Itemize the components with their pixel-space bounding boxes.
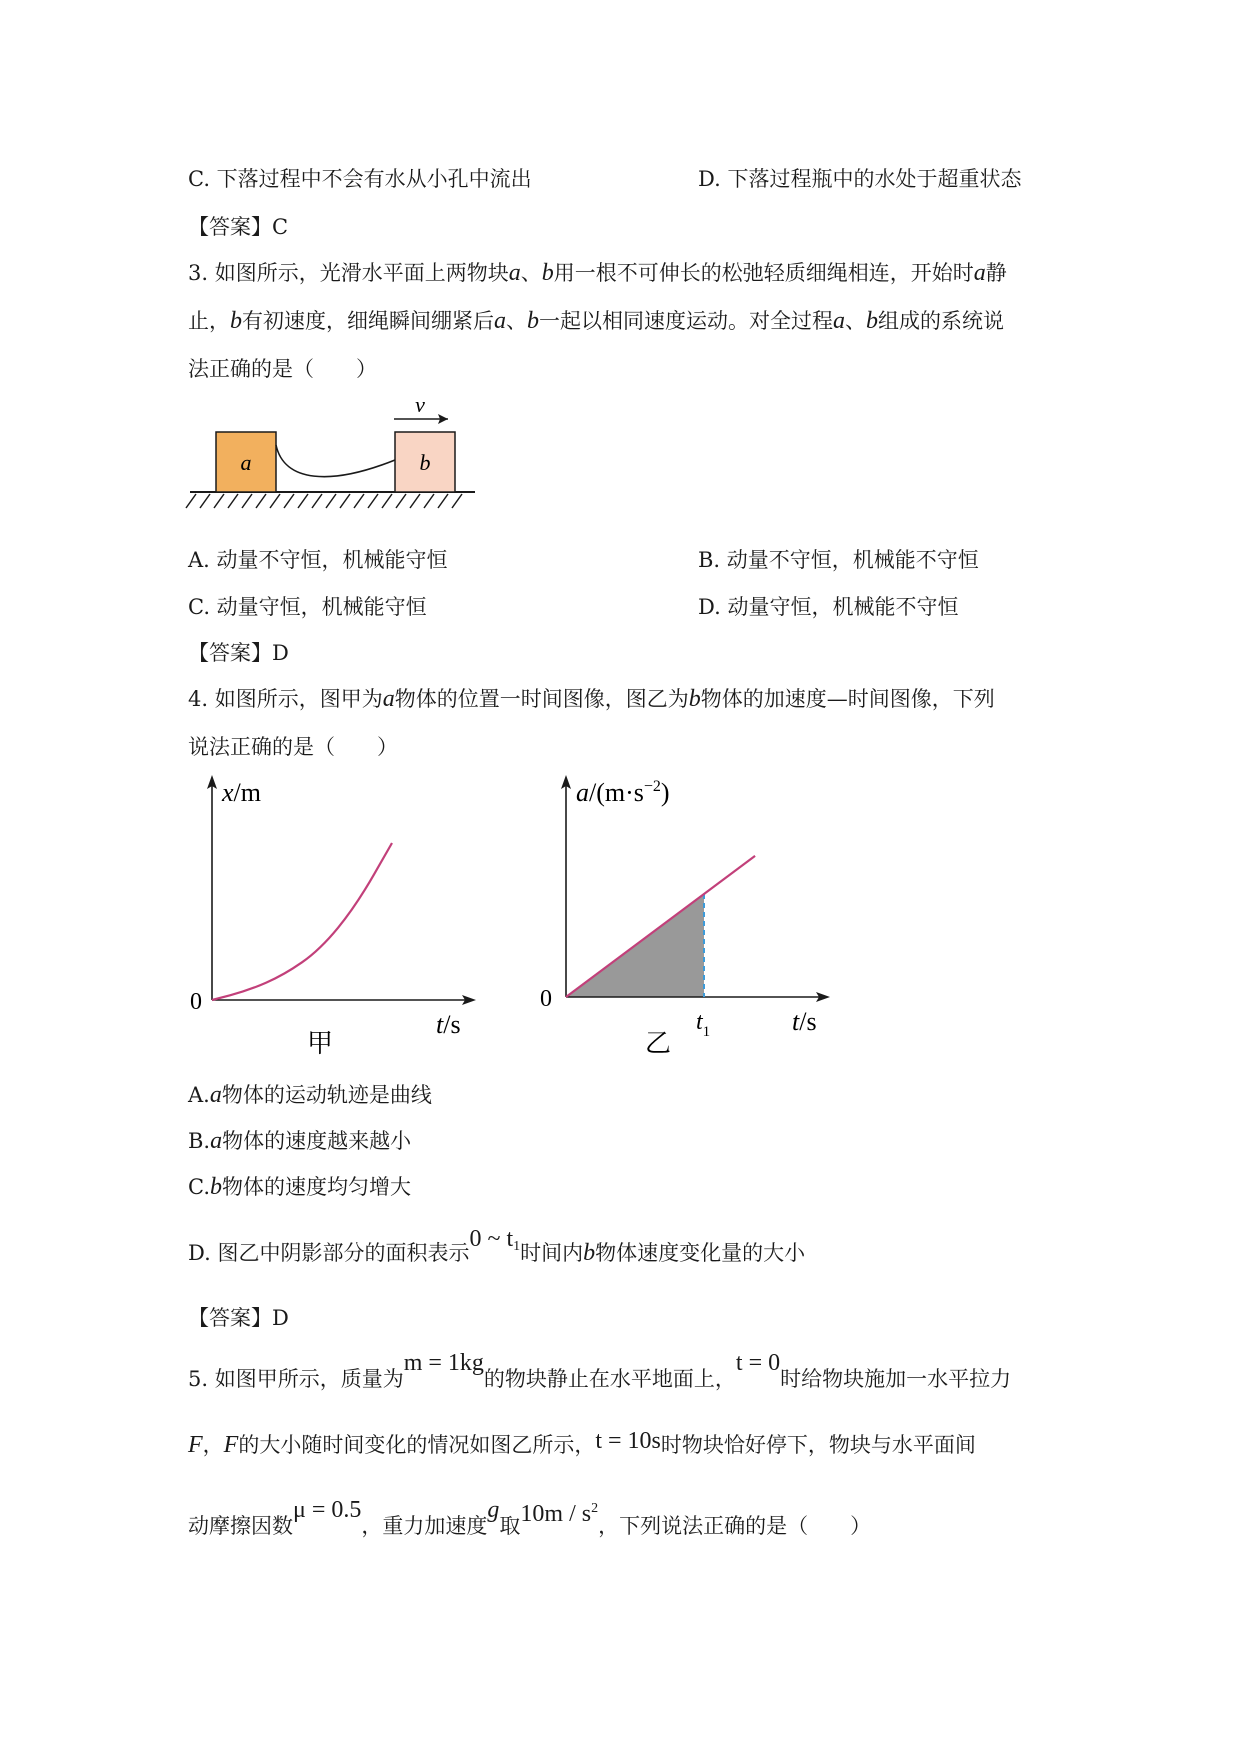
ground xyxy=(186,492,475,508)
q5-stem-line1: 5. 如图甲所示，质量为m = 1kg的物块静止在水平地面上，t = 0时给物块施加一水平拉力 xyxy=(188,1350,1012,1391)
rope xyxy=(276,445,395,477)
chart-yi xyxy=(530,765,850,1065)
yi-x-label: t/s xyxy=(792,1007,817,1036)
q5-stem-line3: 动摩擦因数μ = 0.5，重力加速度g取$10m / s^2$，下列说法正确的是（ ） xyxy=(188,1497,872,1538)
q4-stem-line1: 4. 如图所示，图甲为a物体的位置一时间图像，图乙为b物体的加速度—时间图像，下列 xyxy=(188,686,995,712)
q5-stem-line2: F，F的大小随时间变化的情况如图乙所示，t = 10s时物块恰好停下，物块与水平面间 xyxy=(188,1428,976,1458)
q4-option-a: A.a物体的运动轨迹是曲线 xyxy=(188,1082,432,1108)
q3-option-c: C. 动量守恒，机械能守恒 xyxy=(188,595,427,619)
jia-caption: 甲 xyxy=(306,1029,334,1059)
q3-stem-line3: 法正确的是（ ） xyxy=(188,357,377,381)
jia-origin: 0 xyxy=(190,989,202,1015)
jia-x-label: t/s xyxy=(436,1010,461,1039)
q3-option-d: D. 动量守恒，机械能不守恒 xyxy=(698,595,959,619)
q2-answer: 【答案】C xyxy=(188,215,289,239)
yi-y-label: $a/(m\cdot s^{-2})$ xyxy=(576,778,670,807)
yi-t1-tick-label: $t_1$ xyxy=(696,1009,711,1040)
chart-jia xyxy=(180,765,490,1065)
block-a-label: a xyxy=(240,450,252,475)
velocity-label: v xyxy=(415,392,425,417)
yi-origin: 0 xyxy=(540,986,552,1012)
q3-option-b: B. 动量不守恒，机械能不守恒 xyxy=(698,548,979,572)
q2-option-c: C. 下落过程中不会有水从小孔中流出 xyxy=(188,167,532,191)
block-b-label: b xyxy=(419,450,431,475)
q3-answer: 【答案】D xyxy=(188,641,289,665)
q4-option-b: B.a物体的速度越来越小 xyxy=(188,1128,412,1154)
q3-figure-blocks xyxy=(180,390,480,515)
q3-stem-line1: 3. 如图所示，光滑水平面上两物块a、b用一根不可伸长的松弛轻质细绳相连，开始时a静 xyxy=(188,260,1007,286)
q3-stem-line2: 止，b有初速度，细绳瞬间绷紧后a、b一起以相同速度运动。对全过程a、b组成的系统说 xyxy=(188,308,1004,334)
yi-caption: 乙 xyxy=(644,1029,672,1059)
q3-option-a: A. 动量不守恒，机械能守恒 xyxy=(188,548,448,572)
jia-y-label: x/m xyxy=(222,778,261,807)
q4-option-d: D. 图乙中阴影部分的面积表示0 ~ $t_1$时间内b物体速度变化量的大小 xyxy=(188,1226,806,1266)
q2-option-d: D. 下落过程瓶中的水处于超重状态 xyxy=(698,167,1022,191)
q4-answer: 【答案】D xyxy=(188,1306,289,1330)
jia-curve xyxy=(212,843,392,1000)
q4-stem-line2: 说法正确的是（ ） xyxy=(188,735,398,759)
q4-option-c: C.b物体的速度均匀增大 xyxy=(188,1174,411,1200)
